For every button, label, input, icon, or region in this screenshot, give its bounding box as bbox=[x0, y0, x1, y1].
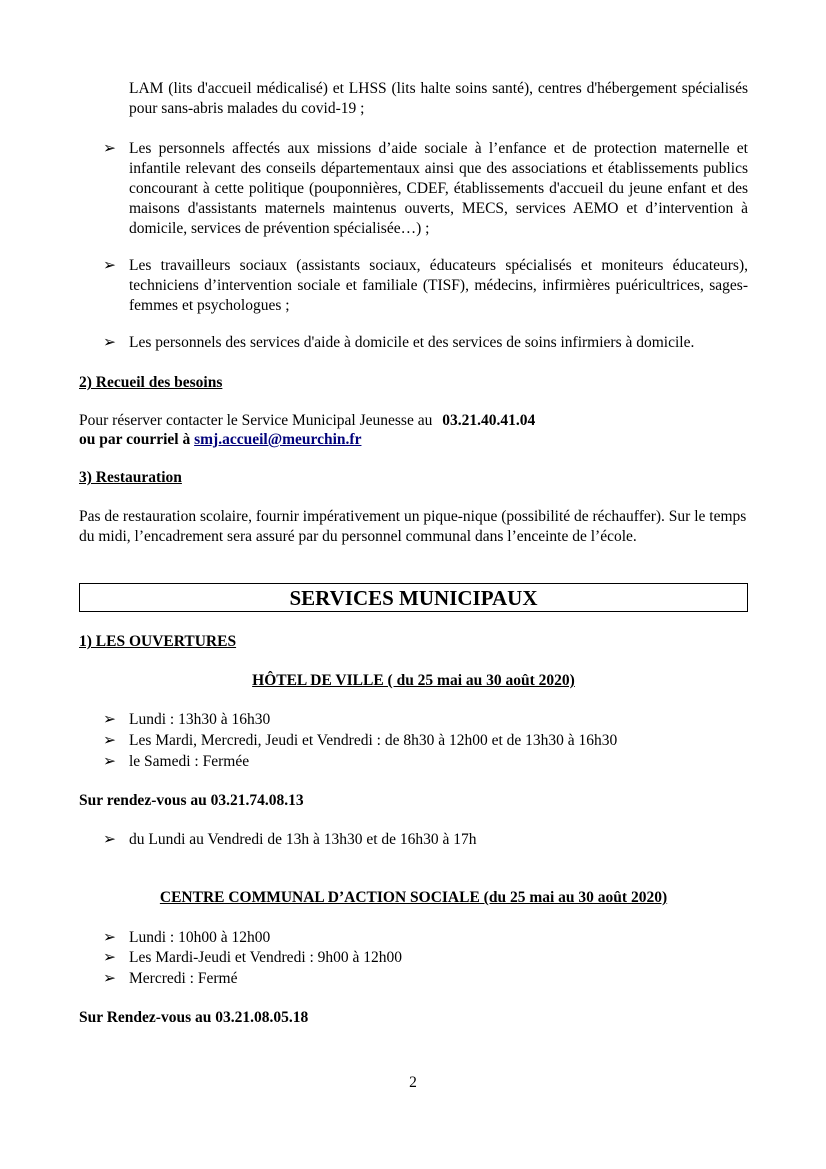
section-heading-restauration: 3) Restauration bbox=[79, 469, 182, 486]
recueil-text: Pour réserver contacter le Service Municipal Jeunesse au bbox=[79, 412, 433, 429]
arrow-bullet-icon: ➢ bbox=[103, 753, 116, 770]
list-item bbox=[103, 830, 748, 850]
hours-text: le Samedi : Fermée bbox=[129, 753, 250, 770]
section-heading-ouvertures: 1) LES OUVERTURES bbox=[79, 633, 237, 650]
ccas-rdv: Sur Rendez-vous au 03.21.08.05.18 bbox=[79, 1009, 309, 1026]
list-item bbox=[103, 256, 748, 316]
list-item bbox=[103, 333, 748, 353]
arrow-bullet-icon: ➢ bbox=[103, 257, 116, 274]
list-item-text: Les personnels des services d'aide à domicile et des services de soins infirmiers à domicile. bbox=[129, 334, 695, 351]
list-item bbox=[103, 928, 748, 948]
hours-text: du Lundi au Vendredi de 13h à 13h30 et de 16h30 à 17h bbox=[129, 831, 477, 848]
list-item bbox=[103, 948, 748, 968]
email-link[interactable]: smj.accueil@meurchin.fr bbox=[194, 431, 362, 448]
list-item bbox=[103, 752, 748, 772]
arrow-bullet-icon: ➢ bbox=[103, 970, 116, 987]
hours-text: Lundi : 13h30 à 16h30 bbox=[129, 711, 271, 728]
hours-text: Les Mardi-Jeudi et Vendredi : 9h00 à 12h00 bbox=[129, 949, 403, 966]
list-item bbox=[103, 969, 748, 989]
section-heading-recueil: 2) Recueil des besoins bbox=[79, 374, 223, 391]
hours-text: Mercredi : Fermé bbox=[129, 970, 238, 987]
page-number: 2 bbox=[409, 1074, 417, 1091]
hours-text: Lundi : 10h00 à 12h00 bbox=[129, 929, 271, 946]
list-item-text: Les personnels affectés aux missions d’aide sociale à l’enfance et de protection maternelle et infantile relevant des conseils départementaux ainsi que des associations et établissements publics concourant à cette politique (pouponnières, CDEF, établissements d'accueil du jeune enfant et des maisons d'assistants maternels maintenus ouverts, MECS, services AEMO et d’intervention à domicile, services de prévention spécialisée…) ; bbox=[129, 140, 748, 237]
arrow-bullet-icon: ➢ bbox=[103, 929, 116, 946]
recueil-email-label: ou par courriel à bbox=[79, 431, 191, 448]
intro-continuation: LAM (lits d'accueil médicalisé) et LHSS (lits halte soins santé), centres d'hébergement spécialisés pour sans-abris malades du covid-19 ; bbox=[129, 80, 748, 117]
recueil-line-2 bbox=[79, 430, 748, 450]
hours-text: Les Mardi, Mercredi, Jeudi et Vendredi : de 8h30 à 12h00 et de 13h30 à 16h30 bbox=[129, 732, 618, 749]
list-item bbox=[103, 139, 748, 239]
restauration-text: Pas de restauration scolaire, fournir impérativement un pique-nique (possibilité de réchauffer). Sur le temps du midi, l’encadrement sera assuré par du personnel communal dans l’enceinte de l’école. bbox=[79, 508, 747, 545]
list-item-text: Les travailleurs sociaux (assistants sociaux, éducateurs spécialisés et moniteurs éducateurs), techniciens d’intervention sociale et familiale (TISF), médecins, infirmières puéricultrices, sages-femmes et psychologues ; bbox=[129, 257, 748, 314]
list-item bbox=[103, 710, 748, 730]
hotel-de-ville-rdv: Sur rendez-vous au 03.21.74.08.13 bbox=[79, 792, 304, 809]
arrow-bullet-icon: ➢ bbox=[103, 334, 116, 351]
arrow-bullet-icon: ➢ bbox=[103, 831, 116, 848]
arrow-bullet-icon: ➢ bbox=[103, 732, 116, 749]
arrow-bullet-icon: ➢ bbox=[103, 949, 116, 966]
recueil-phone: 03.21.40.41.04 bbox=[442, 412, 536, 429]
services-municipaux-banner: SERVICES MUNICIPAUX bbox=[79, 583, 748, 612]
arrow-bullet-icon: ➢ bbox=[103, 711, 116, 728]
recueil-line-1 bbox=[79, 411, 748, 431]
ccas-title: CENTRE COMMUNAL D’ACTION SOCIALE (du 25 mai au 30 août 2020) bbox=[159, 889, 668, 906]
arrow-bullet-icon: ➢ bbox=[103, 140, 116, 157]
hotel-de-ville-title: HÔTEL DE VILLE ( du 25 mai au 30 août 2020) bbox=[252, 672, 575, 689]
list-item bbox=[103, 731, 748, 751]
